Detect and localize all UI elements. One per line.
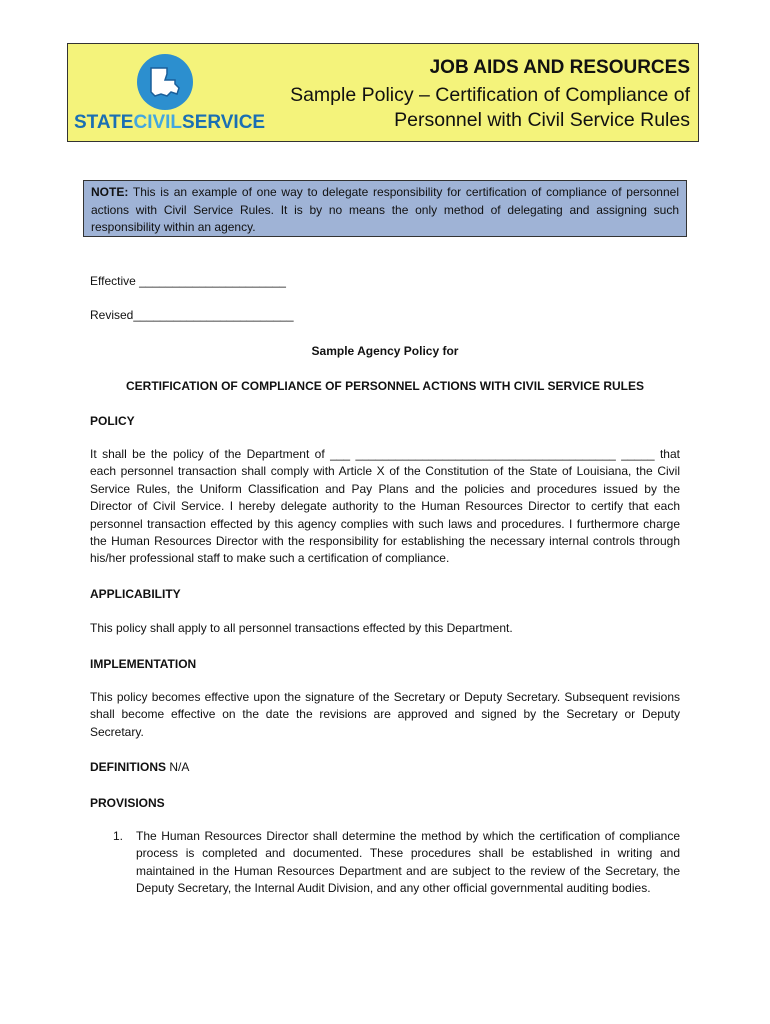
header-subtitle: Sample Policy – Certification of Compliance of Personnel with Civil Service Rules [290, 84, 690, 131]
provision-number: 1. [113, 829, 124, 843]
definitions-line [90, 759, 189, 777]
state-civil-service-logo-text: STATECIVILSERVICE [74, 112, 266, 133]
implementation-heading: IMPLEMENTATION [90, 657, 197, 671]
applicability-heading: APPLICABILITY [90, 587, 181, 601]
policy-text: It shall be the policy of the Department of ___ _______________________________________ _____ that each personnel transaction shall comply with Article X of the Constitution of the State of Louisiana, the Civil Service Rules, the Uniform Classification and Pay Plans and the policies and procedures issued by the Director of Civil Service. I hereby delegate authority to the Human Resources Director to certify that each personnel transaction effected by this agency complies with such laws and procedures. I furthermore charge the Human Resources Director with the responsibility for establishing the necessary internal controls through his/her professional staff to make such a certification of compliance. [90, 447, 680, 566]
implementation-text: This policy becomes effective upon the signature of the Secretary or Deputy Secretary. Subsequent revisions shall become effective on the date the revisions are approved and signed by the Secretary or Deputy Secretary. [90, 690, 680, 739]
effective-field: Effective ______________________ [90, 274, 286, 288]
definitions-value: N/A [166, 760, 190, 774]
policy-heading: POLICY [90, 414, 135, 428]
definitions-heading: DEFINITIONS [90, 760, 167, 774]
provision-text: The Human Resources Director shall determine the method by which the certification of compliance process is completed and documented. These procedures shall be established in writing and maintained in the Human Resources Department and are subject to the review of the Secretary, the Deputy Secretary, the Internal Audit Division, and any other official governmental auditing bodies. [136, 829, 680, 896]
sample-policy-title: Sample Agency Policy for [311, 344, 459, 358]
louisiana-logo-icon [137, 54, 193, 110]
provisions-heading: PROVISIONS [90, 796, 165, 810]
note-label: NOTE: [91, 185, 129, 199]
main-policy-title: CERTIFICATION OF COMPLIANCE OF PERSONNEL ACTIONS WITH CIVIL SERVICE RULES [125, 379, 645, 393]
note-text: This is an example of one way to delegate responsibility for certification of compliance of personnel actions with Civil Service Rules. It is by no means the only method of delegating and assigning such responsibility within an agency. [91, 185, 679, 234]
applicability-text: This policy shall apply to all personnel transactions effected by this Department. [90, 621, 513, 635]
header-banner [67, 43, 699, 142]
revised-field: Revised________________________ [90, 308, 294, 322]
header-title: JOB AIDS AND RESOURCES [429, 57, 690, 78]
note-box [83, 180, 687, 237]
